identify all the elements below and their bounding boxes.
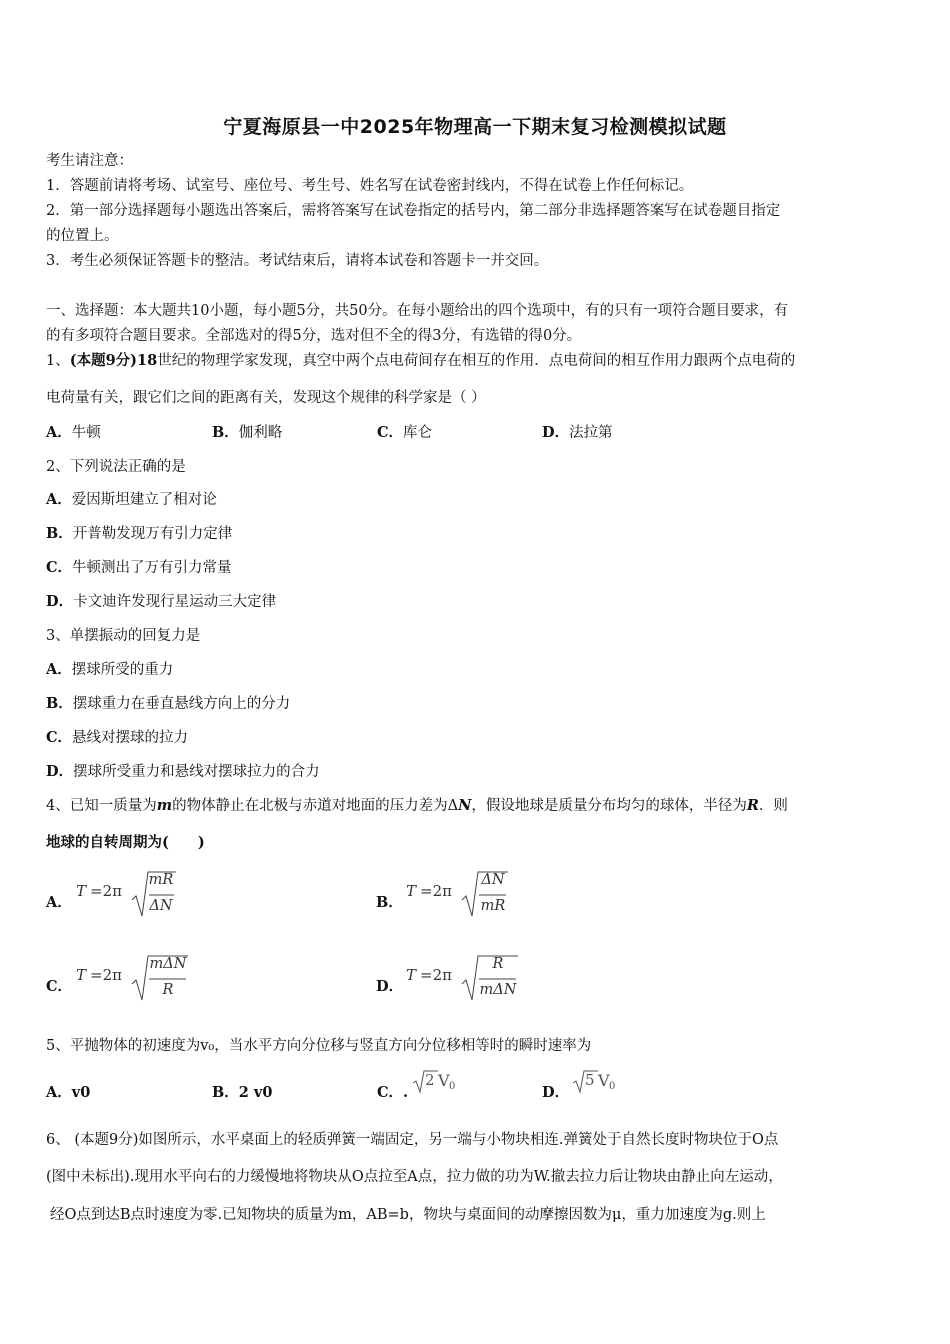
question-4-stem-cont: 地球的自转周期为( ) bbox=[46, 834, 205, 851]
q1-option-b[interactable]: B．伽利略 bbox=[212, 424, 283, 441]
question-number: 1、 bbox=[46, 353, 70, 369]
q5-option-d-formula: 5 V 0 bbox=[572, 1068, 622, 1096]
notice-item: 1．答题前请将考场、试室号、座位号、考生号、姓名写在试卷密封线内，不得在试卷上作任何标记。 bbox=[46, 178, 694, 194]
question-1-stem bbox=[46, 351, 795, 371]
q4-option-d-formula: T =2π R mΔN bbox=[406, 952, 536, 1004]
question-1-stem-cont: 电荷量有关，跟它们之间的距离有关，发现这个规律的科学家是（ ） bbox=[46, 390, 486, 406]
q3-option-b[interactable]: B．摆球重力在垂直悬线方向上的分力 bbox=[46, 695, 291, 712]
q4-option-c-formula: T =2π mΔN R bbox=[76, 952, 206, 1004]
q5-option-b[interactable]: B．2 v0 bbox=[212, 1084, 273, 1101]
q2-option-c[interactable]: C．牛顿测出了万有引力常量 bbox=[46, 559, 232, 576]
question-6-stem-cont: (图中未标出).现用水平向右的力缓慢地将物块从O点拉至A点，拉力做的功为W.撤去拉力后让物块由静止向左运动， bbox=[46, 1169, 783, 1185]
q2-option-d[interactable]: D．卡文迪许发现行星运动三大定律 bbox=[46, 593, 277, 610]
q4-option-c-key[interactable]: C． bbox=[46, 978, 73, 995]
q5-option-c[interactable]: C．. bbox=[377, 1084, 409, 1101]
q3-option-c[interactable]: C．悬线对摆球的拉力 bbox=[46, 729, 189, 746]
q4-option-a-formula: T =2π mR ΔN bbox=[76, 868, 196, 920]
q2-option-b[interactable]: B．开普勒发现万有引力定律 bbox=[46, 525, 233, 542]
question-text: 世纪的物理学家发现，真空中两个点电荷间存在相互的作用．点电荷间的相互作用力跟两个点电荷的 bbox=[157, 353, 796, 369]
q4-option-a-key[interactable]: A． bbox=[46, 894, 72, 911]
q1-option-d[interactable]: D．法拉第 bbox=[542, 424, 613, 441]
notice-item: 2．第一部分选择题每小题选出答案后，需将答案写在试卷指定的括号内，第二部分非选择题答案写在试卷题目指定 bbox=[46, 203, 781, 219]
section-heading: 一、选择题：本大题共10小题，每小题5分，共50分。在每小题给出的四个选项中，有的只有一项符合题目要求，有 bbox=[46, 303, 789, 319]
q5-option-a[interactable]: A．v0 bbox=[46, 1084, 91, 1101]
q3-option-d[interactable]: D．摆球所受重力和悬线对摆球拉力的合力 bbox=[46, 763, 320, 780]
notice-item: 的位置上。 bbox=[46, 228, 119, 244]
question-2-stem: 2、下列说法正确的是 bbox=[46, 459, 186, 475]
q5-option-c-formula: 2 V 0 bbox=[412, 1068, 462, 1096]
q4-option-b-key[interactable]: B． bbox=[376, 894, 403, 911]
question-6-stem: 6、 (本题9分)如图所示，水平桌面上的轻质弹簧一端固定，另一端与小物块相连.弹簧处于自然长度时物块位于O点 bbox=[46, 1132, 779, 1148]
question-6-stem-cont: 经O点到达B点时速度为零.已知物块的质量为m，AB=b，物块与桌面间的动摩擦因数为μ，重力加速度为g.则上 bbox=[50, 1207, 766, 1223]
notice-heading: 考生请注意： bbox=[46, 153, 133, 169]
q2-option-a[interactable]: A．爱因斯坦建立了相对论 bbox=[46, 491, 217, 508]
q5-option-d[interactable]: D． bbox=[542, 1084, 570, 1101]
page-title: 宁夏海原县一中2025年物理高一下期末复习检测模拟试题 bbox=[223, 116, 727, 138]
question-score: (本题9分)18 bbox=[69, 352, 158, 369]
q4-option-b-formula: T =2π ΔN mR bbox=[406, 868, 526, 920]
question-4-stem: 4、已知一质量为m的物体静止在北极与赤道对地面的压力差为ΔN，假设地球是质量分布均匀的球体，半径为R．则 bbox=[46, 797, 788, 814]
q1-option-c[interactable]: C．库仑 bbox=[377, 424, 433, 441]
q3-option-a[interactable]: A．摆球所受的重力 bbox=[46, 661, 174, 678]
q4-option-d-key[interactable]: D． bbox=[376, 978, 404, 995]
question-5-stem: 5、平抛物体的初速度为v₀，当水平方向分位移与竖直方向分位移相等时的瞬时速率为 bbox=[46, 1038, 592, 1054]
section-description: 的有多项符合题目要求。全部选对的得5分，选对但不全的得3分，有选错的得0分。 bbox=[46, 328, 582, 344]
q1-option-a[interactable]: A．牛顿 bbox=[46, 424, 101, 441]
notice-item: 3．考生必须保证答题卡的整洁。考试结束后，请将本试卷和答题卡一并交回。 bbox=[46, 253, 549, 269]
question-3-stem: 3、单摆振动的回复力是 bbox=[46, 628, 201, 644]
